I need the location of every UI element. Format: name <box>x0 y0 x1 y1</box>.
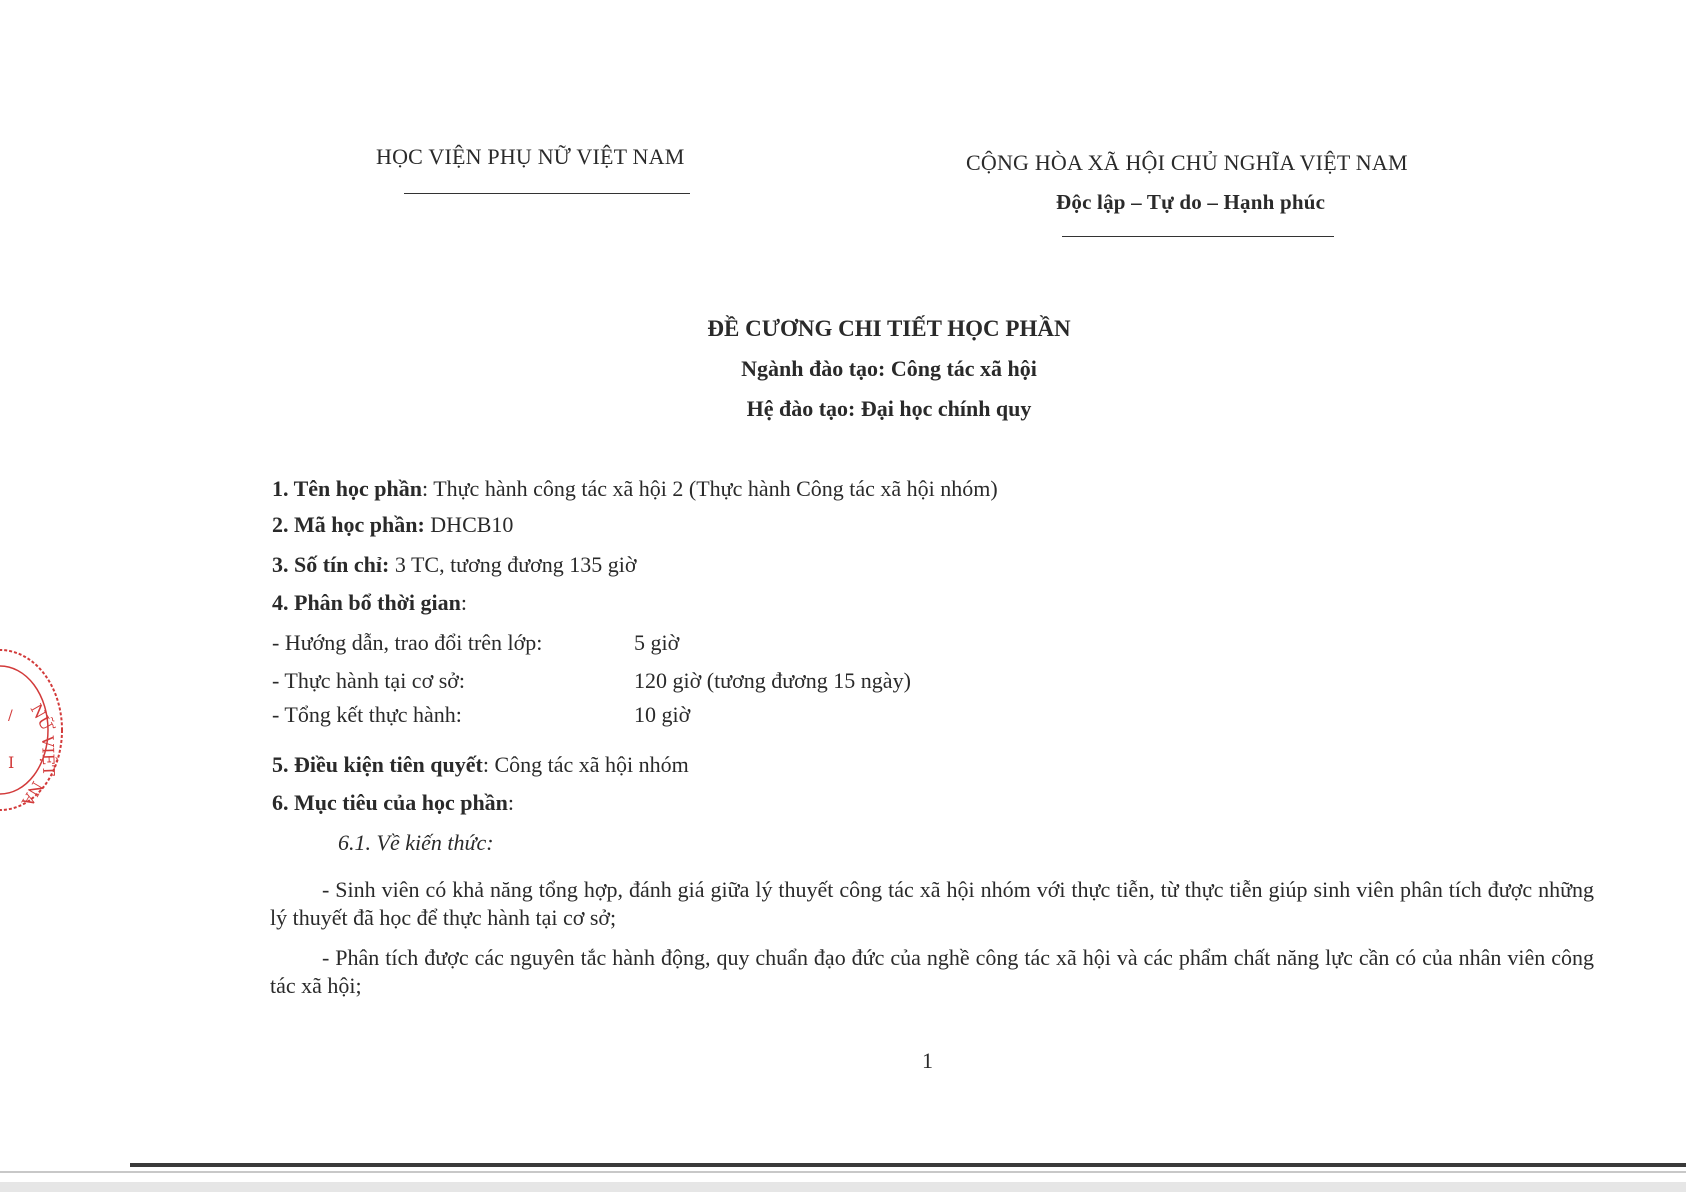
time-allocation-label: 4. Phân bổ thời gian <box>272 590 461 615</box>
page-number: 1 <box>922 1048 933 1073</box>
course-name-line <box>272 476 998 502</box>
time-row-value: 10 giờ <box>634 702 691 727</box>
course-code-line <box>272 512 513 538</box>
national-title: CỘNG HÒA XÃ HỘI CHỦ NGHĨA VIỆT NAM <box>966 150 1408 175</box>
course-code-label: 2. Mã học phần: <box>272 512 425 537</box>
credits-label: 3. Số tín chỉ: <box>272 552 390 577</box>
system-line: Hệ đào tạo: Đại học chính quy <box>746 396 1032 421</box>
time-row-value: 5 giờ <box>634 630 680 655</box>
credits-line <box>272 552 637 578</box>
time-row-label: - Thực hành tại cơ sở: <box>272 668 466 693</box>
svg-text:I: I <box>8 753 15 772</box>
institution-underline <box>404 193 690 194</box>
document-title: ĐỀ CƯƠNG CHI TIẾT HỌC PHẦN <box>707 316 1071 341</box>
prerequisite-label: 5. Điều kiện tiên quyết <box>272 752 483 777</box>
objective-paragraph: - Sinh viên có khả năng tổng hợp, đánh giá giữa lý thuyết công tác xã hội nhóm với thực tiễn, từ thực tiễn giúp sinh viên phân tích được những lý thuyết đã học để thực hành tại cơ sở; <box>270 877 1594 930</box>
seal-stamp-image <box>0 640 70 820</box>
svg-text:/: / <box>8 708 13 724</box>
time-allocation-colon: : <box>460 590 467 615</box>
time-allocation-heading <box>272 590 467 616</box>
motto-underline <box>1062 236 1334 237</box>
svg-text:NA: NA <box>17 778 47 810</box>
credits-value: 3 TC, tương đương 135 giờ <box>389 552 637 577</box>
objectives-label: 6. Mục tiêu của học phần <box>272 790 508 815</box>
course-name-label: 1. Tên học phần <box>272 476 422 501</box>
prerequisite-line <box>272 752 689 778</box>
objectives-colon: : <box>507 790 515 815</box>
institution-name: HỌC VIỆN PHỤ NỮ VIỆT NAM <box>376 144 685 169</box>
national-motto: Độc lập – Tự do – Hạnh phúc <box>1056 190 1326 214</box>
course-code-value: DHCB10 <box>424 512 514 537</box>
objectives-heading <box>272 790 514 816</box>
knowledge-subheading: 6.1. Về kiến thức: <box>338 830 494 855</box>
scan-border-line <box>0 1171 1686 1173</box>
prerequisite-value: : Công tác xã hội nhóm <box>482 752 689 777</box>
svg-text:NỮ: NỮ <box>26 700 57 734</box>
time-row-value: 120 giờ (tương đương 15 ngày) <box>634 668 911 693</box>
major-line: Ngành đào tạo: Công tác xã hội <box>741 356 1037 381</box>
scan-border-line <box>130 1163 1686 1167</box>
svg-text:VIỆT: VIỆT <box>38 735 59 777</box>
scan-edge <box>0 1182 1686 1192</box>
time-row-label: - Hướng dẫn, trao đổi trên lớp: <box>272 630 543 655</box>
course-name-value: : Thực hành công tác xã hội 2 (Thực hành Công tác xã hội nhóm) <box>421 476 998 501</box>
time-row-label: - Tổng kết thực hành: <box>272 702 462 727</box>
objective-paragraph: - Phân tích được các nguyên tắc hành động, quy chuẩn đạo đức của nghề công tác xã hội và các phẩm chất năng lực cần có của nhân viên công tác xã hội; <box>270 945 1594 998</box>
